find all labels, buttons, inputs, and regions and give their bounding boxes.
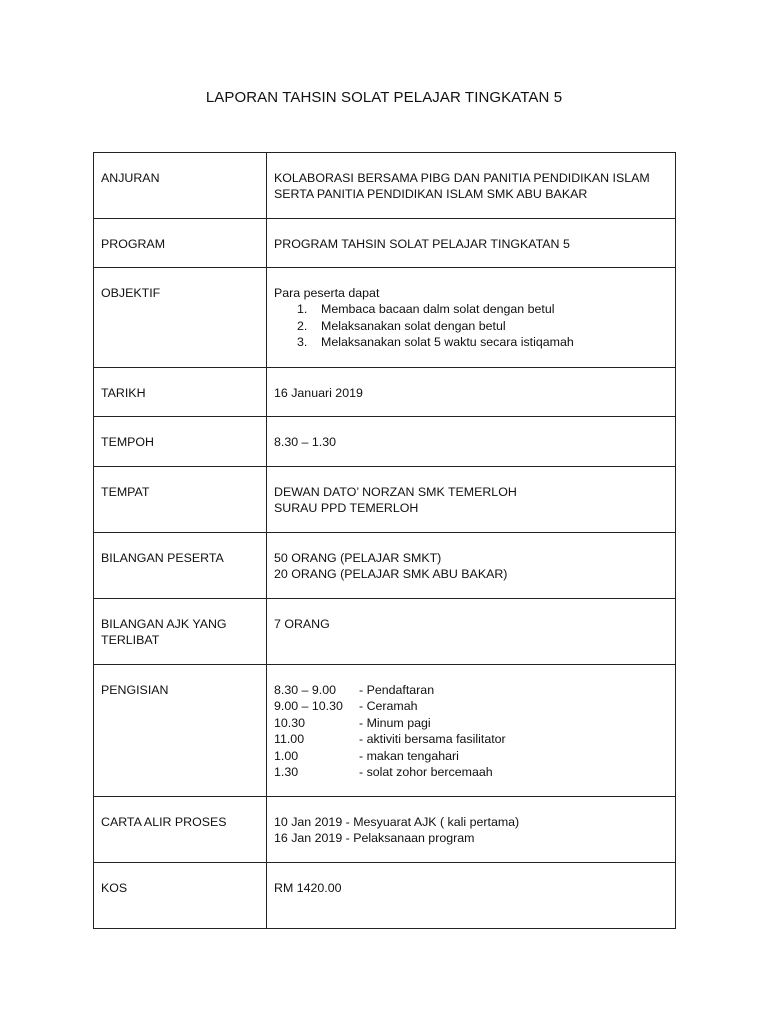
- ajk-label-line: BILANGAN AJK YANG: [101, 617, 227, 631]
- tempat-line: SURAU PPD TEMERLOH: [274, 501, 419, 516]
- list-item: [274, 334, 675, 350]
- label-kos: KOS: [94, 863, 267, 929]
- schedule-activity: - Pendaftaran: [359, 683, 435, 697]
- objektif-intro: Para peserta dapat: [274, 286, 380, 300]
- objektif-list: [274, 301, 675, 350]
- list-item: [274, 301, 675, 317]
- schedule-activity: - solat zohor bercemaah: [359, 765, 493, 780]
- value-carta: [267, 797, 676, 863]
- schedule-time: 10.30: [274, 715, 306, 730]
- label-tempoh: TEMPOH: [94, 417, 267, 467]
- row-tempat: [94, 467, 676, 533]
- list-number: 1.: [297, 302, 308, 317]
- schedule-activity: - Minum pagi: [359, 715, 431, 730]
- row-anjuran: [94, 153, 676, 219]
- row-ajk: [94, 599, 676, 665]
- anjuran-line: SERTA PANITIA PENDIDIKAN ISLAM SMK ABU BAKAR: [274, 187, 588, 202]
- schedule-time: 1.00: [274, 748, 299, 763]
- schedule-time: 1.30: [274, 765, 299, 780]
- row-kos: [94, 863, 676, 929]
- value-pengisian: [267, 665, 676, 797]
- row-program: [94, 219, 676, 268]
- row-carta: [94, 797, 676, 863]
- value-ajk: 7 ORANG: [267, 599, 676, 665]
- peserta-line: 20 ORANG (PELAJAR SMK ABU BAKAR): [274, 567, 508, 582]
- carta-line: 10 Jan 2019 - Mesyuarat AJK ( kali pertama): [274, 815, 520, 829]
- value-anjuran: [267, 153, 676, 219]
- schedule-activity: - aktiviti bersama fasilitator: [359, 732, 506, 747]
- carta-line: 16 Jan 2019 - Pelaksanaan program: [274, 831, 475, 846]
- label-peserta: BILANGAN PESERTA: [94, 533, 267, 599]
- tempat-line: DEWAN DATO’ NORZAN SMK TEMERLOH: [274, 485, 517, 499]
- value-tempoh: 8.30 – 1.30: [267, 417, 676, 467]
- row-objektif: [94, 268, 676, 368]
- row-peserta: [94, 533, 676, 599]
- row-tempoh: [94, 417, 676, 467]
- schedule-time: 11.00: [274, 732, 305, 747]
- schedule-time: 8.30 – 9.00: [274, 683, 337, 697]
- document-title: LAPORAN TAHSIN SOLAT PELAJAR TINGKATAN 5: [205, 89, 563, 106]
- schedule-activity: - Ceramah: [359, 699, 418, 714]
- label-tarikh: TARIKH: [94, 368, 267, 417]
- schedule-list: [274, 682, 675, 780]
- list-text: Membaca bacaan dalm solat dengan betul: [321, 302, 555, 317]
- list-item: [274, 318, 675, 334]
- value-peserta: [267, 533, 676, 599]
- label-anjuran: ANJURAN: [94, 153, 267, 219]
- label-tempat: TEMPAT: [94, 467, 267, 533]
- value-program: PROGRAM TAHSIN SOLAT PELAJAR TINGKATAN 5: [267, 219, 676, 268]
- label-carta: CARTA ALIR PROSES: [94, 797, 267, 863]
- list-text: Melaksanakan solat 5 waktu secara istiqamah: [321, 335, 574, 350]
- list-text: Melaksanakan solat dengan betul: [321, 318, 506, 333]
- peserta-line: 50 ORANG (PELAJAR SMKT): [274, 551, 442, 565]
- list-number: 2.: [297, 318, 308, 333]
- report-table: [93, 152, 676, 929]
- value-objektif: [267, 268, 676, 368]
- row-pengisian: [94, 665, 676, 797]
- label-objektif: OBJEKTIF: [94, 268, 267, 368]
- ajk-label-line: TERLIBAT: [101, 633, 160, 648]
- anjuran-line: KOLABORASI BERSAMA PIBG DAN PANITIA PENDIDIKAN ISLAM: [274, 171, 650, 185]
- schedule-activity: - makan tengahari: [359, 748, 459, 763]
- value-tempat: [267, 467, 676, 533]
- value-kos: RM 1420.00: [267, 863, 676, 929]
- label-pengisian: PENGISIAN: [94, 665, 267, 797]
- value-tarikh: 16 Januari 2019: [267, 368, 676, 417]
- row-tarikh: [94, 368, 676, 417]
- schedule-time: 9.00 – 10.30: [274, 699, 343, 714]
- label-program: PROGRAM: [94, 219, 267, 268]
- list-number: 3.: [297, 335, 308, 350]
- label-ajk: [94, 599, 267, 665]
